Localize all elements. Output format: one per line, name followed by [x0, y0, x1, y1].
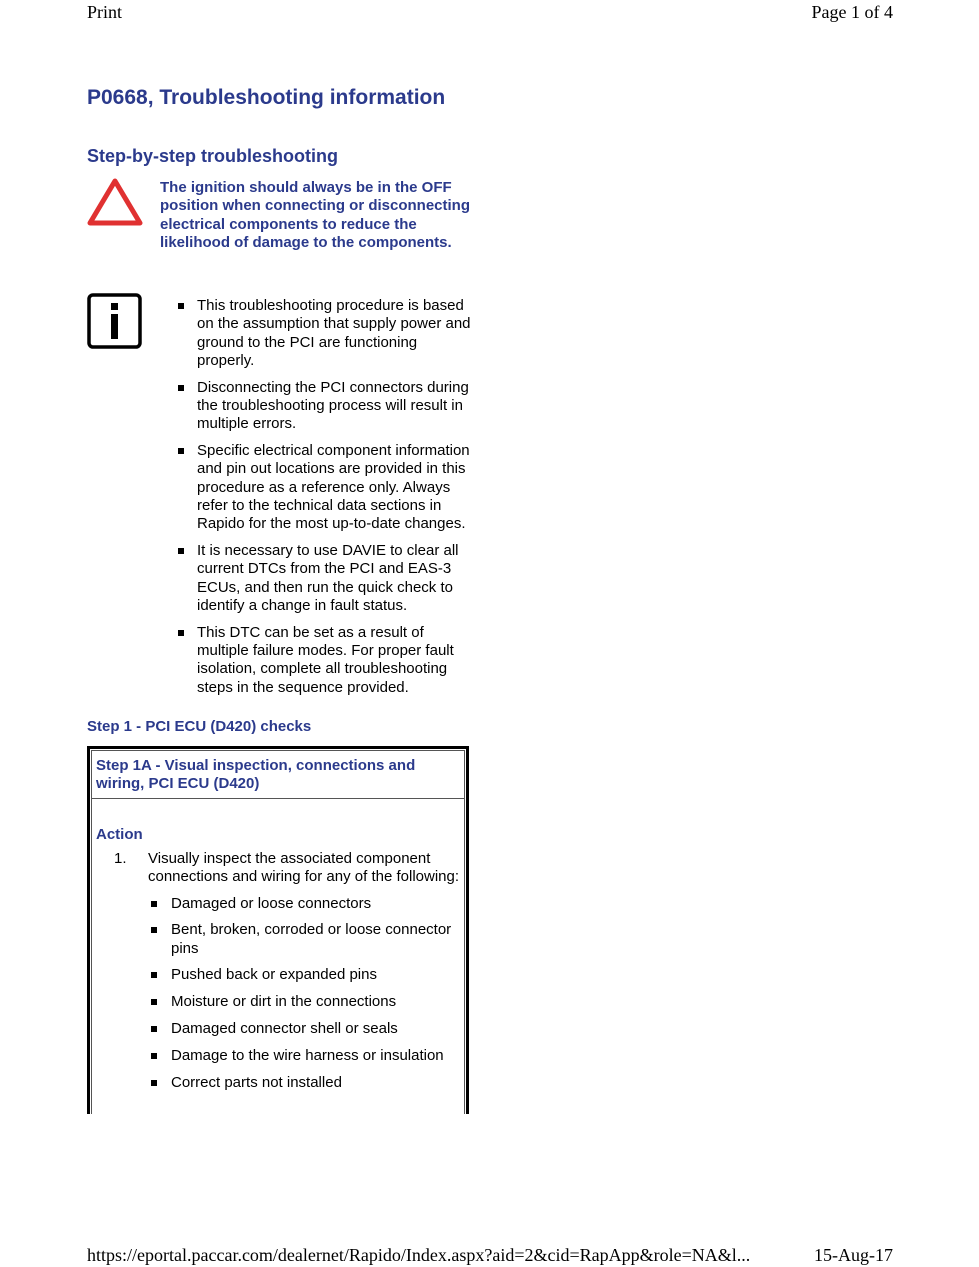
print-date: 15-Aug-17 [814, 1245, 893, 1265]
list-item: Damaged connector shell or seals [148, 1020, 464, 1038]
warning-notice [87, 177, 472, 285]
info-notice [87, 293, 472, 697]
print-header [87, 2, 893, 24]
action-number: 1. [114, 849, 127, 867]
list-item: This troubleshooting procedure is based on the assumption that supply power and ground to the PCI are functioning properly. [178, 297, 472, 370]
action-text: Visually inspect the associated component connections and wiring for any of the following: [148, 849, 460, 886]
action-item [92, 850, 464, 887]
page-url: https://eportal.paccar.com/dealernet/Rapido/Index.aspx?aid=2&cid=RapApp&role=NA&l... [87, 1245, 751, 1265]
document-content [87, 86, 472, 1114]
print-label: Print [87, 2, 123, 22]
print-footer [87, 1245, 893, 1267]
checks-list [148, 895, 464, 1092]
step-table [87, 746, 469, 1114]
info-list [178, 293, 472, 697]
page-title: P0668, Troubleshooting information [87, 86, 446, 109]
list-item: Specific electrical component information and pin out locations are provided in this procedure as a reference only. Always refer to the technical data sections in Rapido for the most up-to-date changes. [178, 442, 472, 533]
step-title: Step 1A - Visual inspection, connections and wiring, PCI ECU (D420) [92, 751, 464, 799]
page-number: Page 1 of 4 [811, 2, 893, 22]
list-item: It is necessary to use DAVIE to clear all current DTCs from the PCI and EAS-3 ECUs, and then run the quick check to identify a change in fault status. [178, 542, 472, 615]
list-item: Disconnecting the PCI connectors during the troubleshooting process will result in multiple errors. [178, 379, 472, 434]
list-item: Correct parts not installed [148, 1074, 464, 1092]
warning-triangle-icon [87, 177, 143, 227]
step-heading: Step 1 - PCI ECU (D420) checks [87, 717, 312, 735]
info-icon [87, 293, 142, 349]
list-item: Bent, broken, corroded or loose connector pins [148, 921, 464, 958]
list-item: Damage to the wire harness or insulation [148, 1047, 464, 1065]
action-label: Action [96, 825, 143, 843]
step-table-inner [91, 750, 465, 1114]
section-subtitle: Step-by-step troubleshooting [87, 146, 338, 166]
list-item: Pushed back or expanded pins [148, 966, 464, 984]
warning-text: The ignition should always be in the OFF position when connecting or disconnecting electrical components to reduce the likelihood of damage to the components. [160, 179, 471, 251]
list-item: This DTC can be set as a result of multiple failure modes. For proper fault isolation, complete all troubleshooting steps in the sequence provided. [178, 624, 472, 697]
list-item: Damaged or loose connectors [148, 895, 464, 913]
list-item: Moisture or dirt in the connections [148, 993, 464, 1011]
